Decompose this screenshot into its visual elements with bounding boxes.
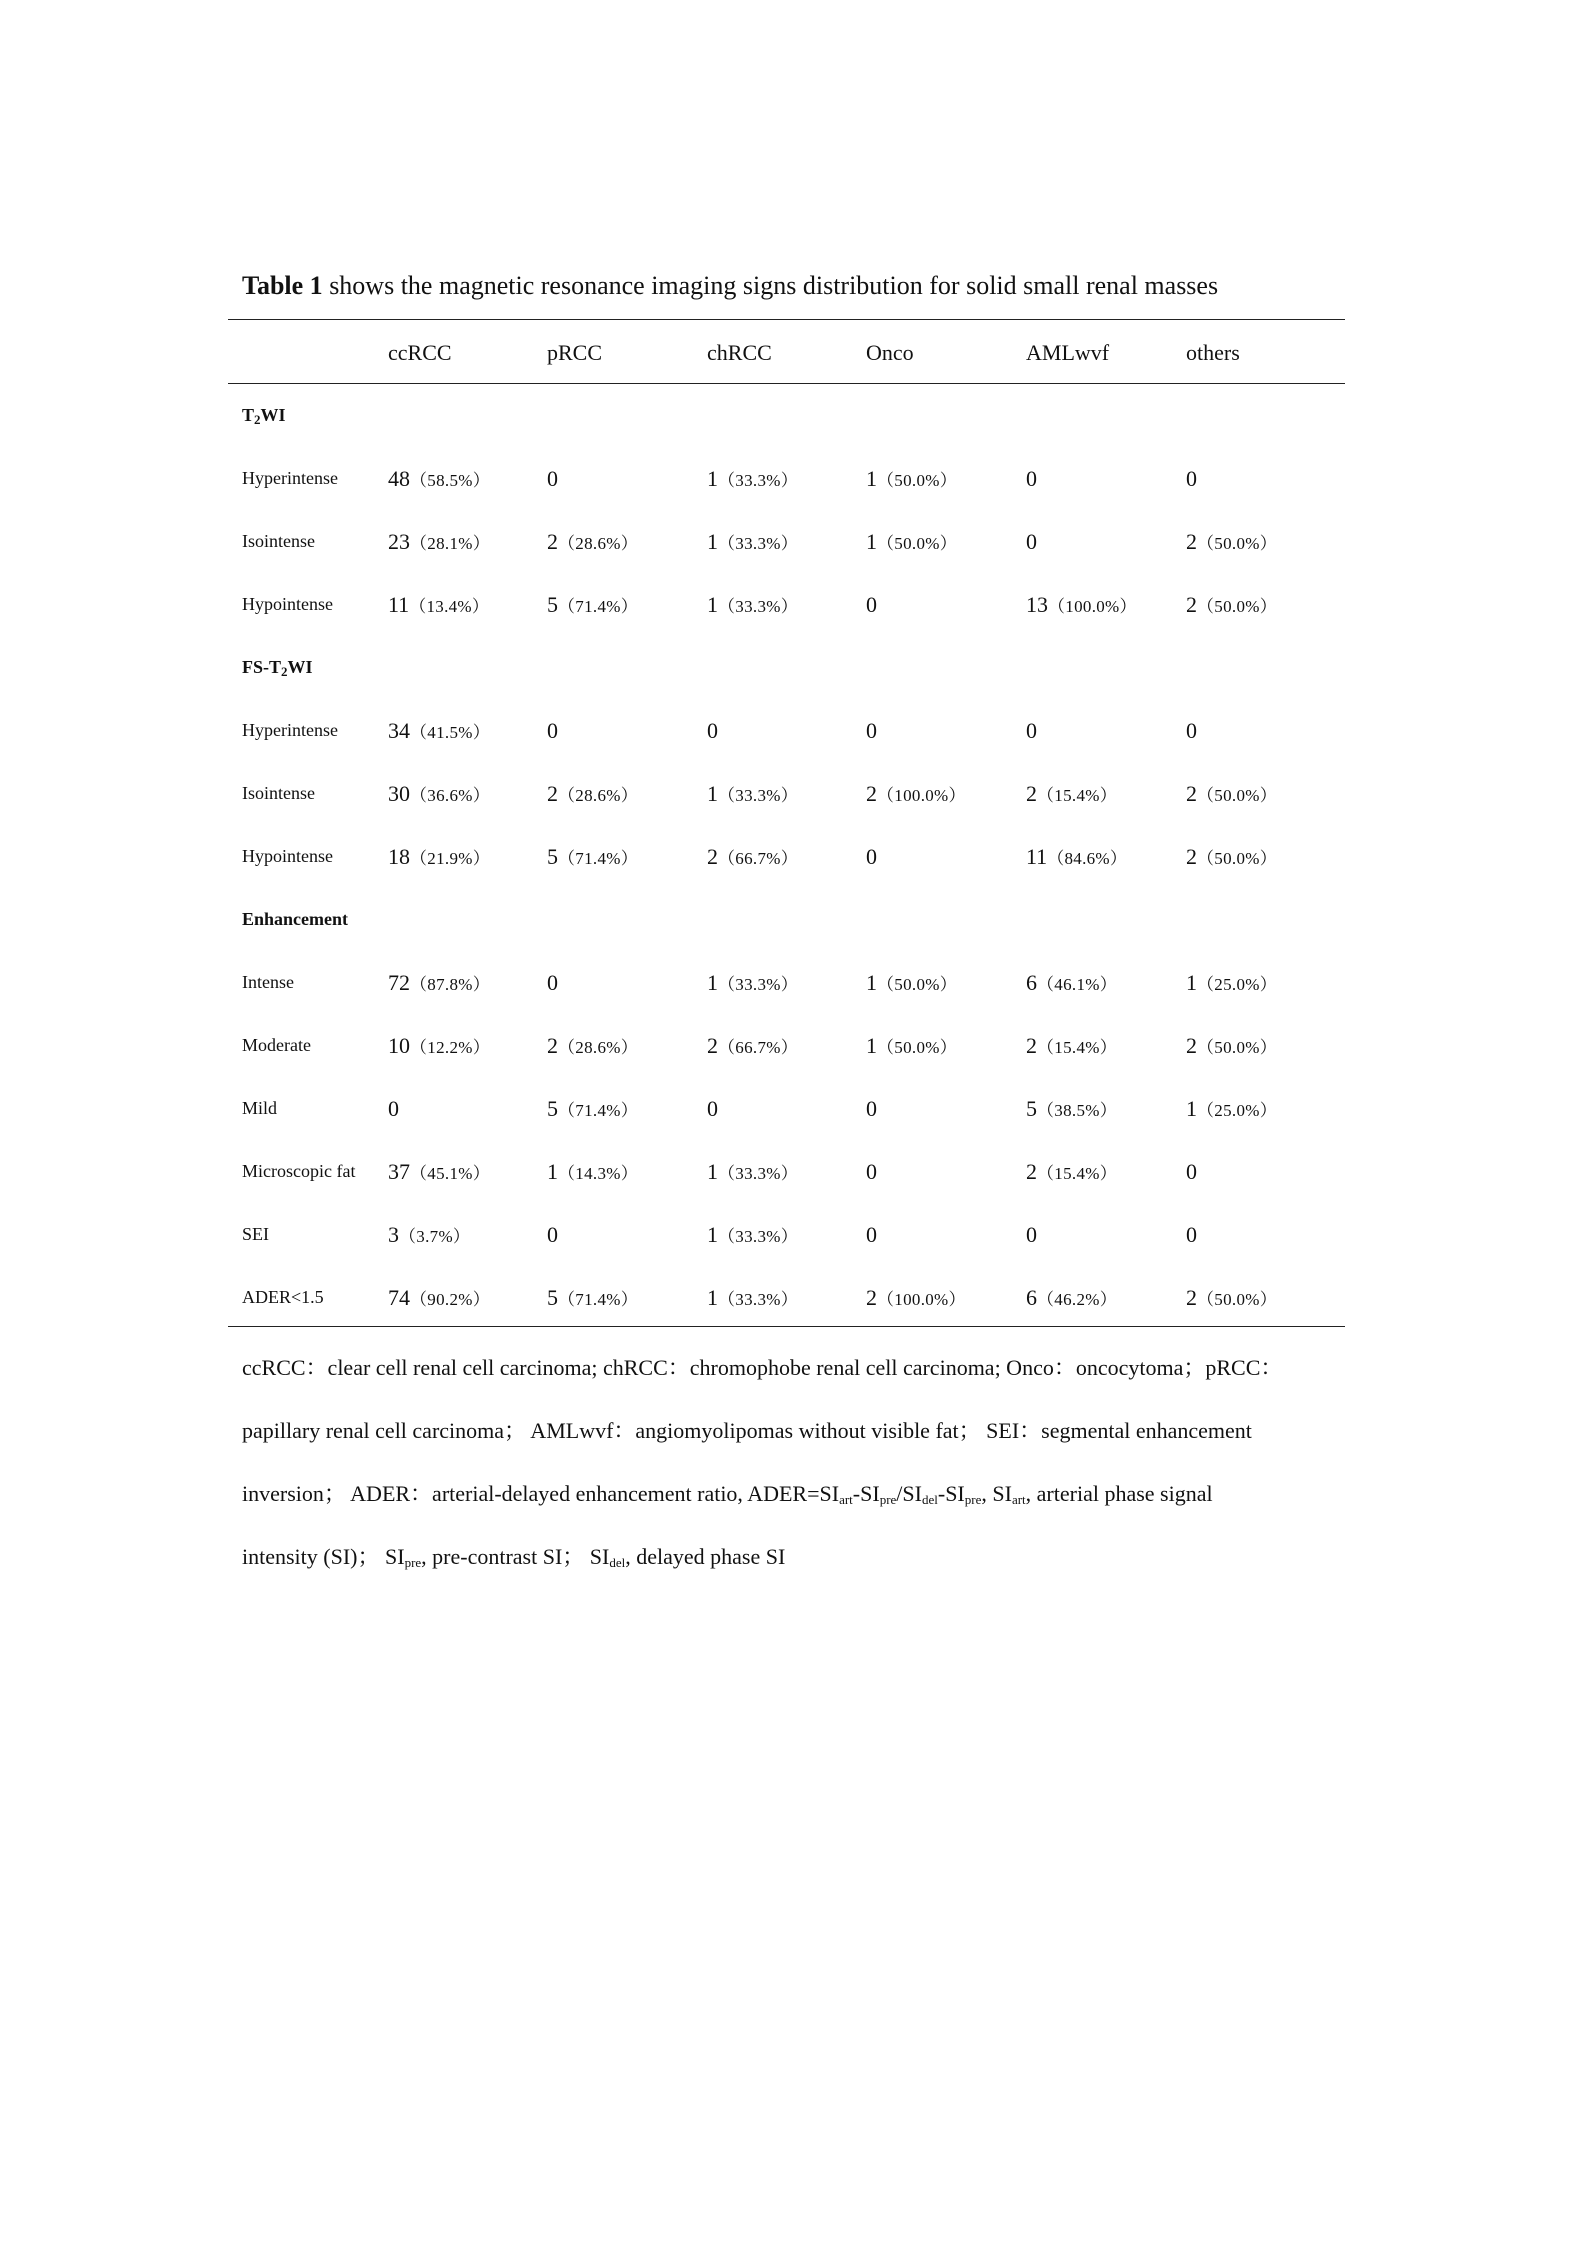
table-cell xyxy=(1026,1140,1186,1203)
cell-count: 2 xyxy=(1186,843,1197,869)
cell-count: 2 xyxy=(866,1284,877,1310)
cell-count: 2 xyxy=(1026,1158,1037,1184)
footnote-line: papillary renal cell carcinoma； AMLwvf：angiomyolipomas without visible fat； SEI：segmental enhancement xyxy=(242,1418,1252,1443)
table-cell xyxy=(707,447,866,510)
section-title: $T_2WI$ xyxy=(242,405,286,427)
cell-count: 6 xyxy=(1026,1284,1037,1310)
table-row xyxy=(228,762,1345,825)
cell-percent: （28.6%） xyxy=(558,785,639,805)
cell-percent: （50.0%） xyxy=(1197,533,1278,553)
cell-percent: （28.1%） xyxy=(410,533,491,553)
table-cell xyxy=(388,447,547,510)
table-cell xyxy=(388,1077,547,1140)
row-label: Hyperintense xyxy=(242,720,338,740)
cell-percent: （100.0%） xyxy=(877,1289,966,1309)
table-cell xyxy=(866,1077,1026,1140)
cell-count: 3 xyxy=(388,1221,399,1247)
cell-count: 1 xyxy=(547,1158,558,1184)
cell-count: 0 xyxy=(547,717,558,743)
table-cell xyxy=(1186,825,1345,888)
caption-text: shows the magnetic resonance imaging signs distribution for solid small renal masses xyxy=(322,271,1219,300)
cell-count: 2 xyxy=(547,528,558,554)
cell-percent: （41.5%） xyxy=(410,722,491,742)
table-cell xyxy=(1186,951,1345,1014)
cell-percent: （50.0%） xyxy=(1197,785,1278,805)
footnote-line: intensity (SI)； $SI_{pre}$, pre-contrast SI； $SI_{del}$, delayed phase SI xyxy=(242,1544,786,1570)
table-cell xyxy=(866,1140,1026,1203)
cell-count: 74 xyxy=(388,1284,410,1310)
cell-count: 0 xyxy=(866,1158,877,1184)
table-cell xyxy=(1026,1266,1186,1329)
cell-percent: （15.4%） xyxy=(1037,1037,1118,1057)
cell-percent: （33.3%） xyxy=(718,1163,799,1183)
table-cell xyxy=(1026,825,1186,888)
cell-percent: （12.2%） xyxy=(410,1037,491,1057)
row-label: Isointense xyxy=(242,783,315,803)
cell-percent: （38.5%） xyxy=(1037,1100,1118,1120)
cell-count: 0 xyxy=(1026,717,1037,743)
table-cell xyxy=(1186,447,1345,510)
section-title: Enhancement xyxy=(242,909,349,929)
table-cell xyxy=(1026,1077,1186,1140)
table-row xyxy=(228,1077,1345,1140)
cell-count: 0 xyxy=(866,1221,877,1247)
cell-count: 0 xyxy=(707,1095,718,1121)
cell-percent: （14.3%） xyxy=(558,1163,639,1183)
cell-count: 23 xyxy=(388,528,410,554)
cell-percent: （21.9%） xyxy=(410,848,491,868)
table-row xyxy=(228,825,1345,888)
cell-count: 1 xyxy=(1186,1095,1197,1121)
cell-percent: （58.5%） xyxy=(410,470,491,490)
cell-percent: （45.1%） xyxy=(410,1163,491,1183)
cell-percent: （71.4%） xyxy=(558,1100,639,1120)
footnote-line: ccRCC：clear cell renal cell carcinoma; chRCC：chromophobe renal cell carcinoma; Onco：oncocytoma；pRCC： xyxy=(242,1355,1283,1380)
cell-count: 1 xyxy=(707,1158,718,1184)
cell-percent: （33.3%） xyxy=(718,470,799,490)
table-cell xyxy=(388,762,547,825)
table-cell xyxy=(547,825,707,888)
cell-count: 48 xyxy=(388,465,410,491)
table-cell xyxy=(866,951,1026,1014)
cell-count: 13 xyxy=(1026,591,1048,617)
cell-count: 0 xyxy=(866,591,877,617)
cell-percent: （15.4%） xyxy=(1037,1163,1118,1183)
cell-percent: （33.3%） xyxy=(718,974,799,994)
table-cell xyxy=(1186,762,1345,825)
table-row xyxy=(228,510,1345,573)
cell-percent: （28.6%） xyxy=(558,533,639,553)
cell-percent: （71.4%） xyxy=(558,596,639,616)
cell-count: 37 xyxy=(388,1158,410,1184)
row-label: SEI xyxy=(242,1224,269,1244)
table-cell xyxy=(1186,699,1345,762)
table-cell xyxy=(547,1077,707,1140)
header-cell: Onco xyxy=(866,339,914,365)
cell-count: 1 xyxy=(866,528,877,554)
table-cell xyxy=(707,1014,866,1077)
table-cell xyxy=(1026,1014,1186,1077)
table-cell xyxy=(1026,447,1186,510)
header-row xyxy=(228,321,1345,384)
cell-count: 1 xyxy=(866,969,877,995)
section-title: $FS-T_2WI$ xyxy=(242,657,313,679)
footnote-line: inversion； ADER：arterial-delayed enhancement ratio, $ADER=SI_{art}-SI_{pre}/SI_{del}-SI_{pre}$, $SI_{art}$, arterial phase signal xyxy=(242,1481,1213,1507)
cell-count: 1 xyxy=(866,1032,877,1058)
table-cell xyxy=(388,951,547,1014)
cell-count: 5 xyxy=(547,1284,558,1310)
cell-count: 2 xyxy=(1186,780,1197,806)
table-row xyxy=(228,573,1345,636)
cell-count: 0 xyxy=(1026,528,1037,554)
cell-count: 0 xyxy=(866,1095,877,1121)
cell-percent: （50.0%） xyxy=(1197,1289,1278,1309)
table-cell xyxy=(547,510,707,573)
table-cell xyxy=(547,1203,707,1266)
table-cell xyxy=(1026,1203,1186,1266)
cell-count: 2 xyxy=(866,780,877,806)
table-cell xyxy=(1026,699,1186,762)
section-row xyxy=(228,888,1345,951)
row-label: Mild xyxy=(242,1098,278,1118)
cell-count: 2 xyxy=(1186,1284,1197,1310)
table-cell xyxy=(388,573,547,636)
table-cell xyxy=(707,951,866,1014)
row-label: Hypointense xyxy=(242,594,333,614)
table-row xyxy=(228,1140,1345,1203)
row-label: Hypointense xyxy=(242,846,333,866)
table-cell xyxy=(547,447,707,510)
table-cell xyxy=(547,699,707,762)
top-rule xyxy=(228,319,1345,320)
mri-signs-table xyxy=(228,321,1345,1329)
cell-percent: （50.0%） xyxy=(877,1037,958,1057)
row-label: Intense xyxy=(242,972,294,992)
header-cell: others xyxy=(1186,339,1240,365)
table-cell xyxy=(866,447,1026,510)
cell-count: 1 xyxy=(866,465,877,491)
cell-count: 0 xyxy=(1026,1221,1037,1247)
table-cell xyxy=(1186,573,1345,636)
cell-count: 5 xyxy=(547,1095,558,1121)
table-cell xyxy=(866,1014,1026,1077)
cell-percent: （33.3%） xyxy=(718,533,799,553)
cell-count: 10 xyxy=(388,1032,410,1058)
table-cell xyxy=(1186,1266,1345,1329)
table-cell xyxy=(866,573,1026,636)
table-cell xyxy=(707,762,866,825)
cell-count: 0 xyxy=(866,717,877,743)
cell-count: 2 xyxy=(1186,528,1197,554)
header-cell: chRCC xyxy=(707,339,772,365)
cell-percent: （33.3%） xyxy=(718,1289,799,1309)
cell-count: 5 xyxy=(547,591,558,617)
table-cell xyxy=(866,1203,1026,1266)
cell-percent: （50.0%） xyxy=(1197,848,1278,868)
table-cell xyxy=(547,951,707,1014)
cell-count: 0 xyxy=(1186,465,1197,491)
table-row xyxy=(228,1203,1345,1266)
cell-count: 2 xyxy=(1026,780,1037,806)
table-cell xyxy=(1026,510,1186,573)
table-caption xyxy=(242,266,1362,306)
cell-count: 0 xyxy=(866,843,877,869)
table-cell xyxy=(547,762,707,825)
table-cell xyxy=(707,1077,866,1140)
cell-percent: （87.8%） xyxy=(410,974,491,994)
table-body xyxy=(228,384,1345,1329)
cell-count: 2 xyxy=(1026,1032,1037,1058)
table-footnotes xyxy=(242,1336,1362,1588)
cell-percent: （25.0%） xyxy=(1197,974,1278,994)
cell-percent: （15.4%） xyxy=(1037,785,1118,805)
table-cell xyxy=(1026,951,1186,1014)
section-row xyxy=(228,636,1345,699)
cell-count: 2 xyxy=(707,843,718,869)
cell-percent: （84.6%） xyxy=(1047,848,1128,868)
cell-count: 11 xyxy=(1026,843,1048,869)
cell-percent: （33.3%） xyxy=(718,596,799,616)
table-cell xyxy=(1186,1203,1345,1266)
cell-count: 0 xyxy=(388,1095,399,1121)
cell-percent: （71.4%） xyxy=(558,848,639,868)
cell-percent: （71.4%） xyxy=(558,1289,639,1309)
table-cell xyxy=(866,825,1026,888)
table-cell xyxy=(866,699,1026,762)
cell-count: 11 xyxy=(388,591,410,617)
cell-count: 1 xyxy=(707,1284,718,1310)
cell-percent: （100.0%） xyxy=(877,785,966,805)
row-label: Microscopic fat xyxy=(242,1161,356,1181)
row-label: Isointense xyxy=(242,531,315,551)
cell-count: 0 xyxy=(707,717,718,743)
cell-count: 0 xyxy=(547,465,558,491)
table-cell xyxy=(388,1140,547,1203)
table-cell xyxy=(388,1203,547,1266)
header-cell: AMLwvf xyxy=(1026,339,1110,365)
table-cell xyxy=(707,825,866,888)
cell-count: 0 xyxy=(1186,717,1197,743)
table-cell xyxy=(547,1014,707,1077)
table-cell xyxy=(388,510,547,573)
table-row xyxy=(228,1014,1345,1077)
cell-percent: （3.7%） xyxy=(399,1226,471,1246)
cell-count: 1 xyxy=(707,528,718,554)
cell-count: 1 xyxy=(707,1221,718,1247)
table-cell xyxy=(547,1140,707,1203)
cell-percent: （33.3%） xyxy=(718,785,799,805)
cell-count: 2 xyxy=(1186,1032,1197,1058)
cell-count: 0 xyxy=(1186,1158,1197,1184)
cell-percent: （25.0%） xyxy=(1197,1100,1278,1120)
table-cell xyxy=(1186,1077,1345,1140)
cell-count: 2 xyxy=(707,1032,718,1058)
cell-percent: （66.7%） xyxy=(718,848,799,868)
cell-count: 2 xyxy=(547,1032,558,1058)
cell-percent: （50.0%） xyxy=(877,533,958,553)
cell-count: 72 xyxy=(388,969,410,995)
caption-bold: Table 1 xyxy=(242,271,323,300)
cell-percent: （28.6%） xyxy=(558,1037,639,1057)
table-cell xyxy=(707,699,866,762)
cell-count: 2 xyxy=(1186,591,1197,617)
cell-percent: （50.0%） xyxy=(877,470,958,490)
row-label: Hyperintense xyxy=(242,468,338,488)
section-row xyxy=(228,384,1345,447)
cell-count: 5 xyxy=(547,843,558,869)
table-row xyxy=(228,699,1345,762)
table-cell xyxy=(707,1140,866,1203)
table-cell xyxy=(866,762,1026,825)
cell-count: 1 xyxy=(1186,969,1197,995)
table-cell xyxy=(1026,573,1186,636)
table-cell xyxy=(707,1266,866,1329)
cell-count: 0 xyxy=(547,1221,558,1247)
cell-count: 1 xyxy=(707,780,718,806)
cell-count: 34 xyxy=(388,717,410,743)
table-cell xyxy=(547,573,707,636)
header-cell xyxy=(228,321,388,384)
table-cell xyxy=(1186,1014,1345,1077)
cell-count: 0 xyxy=(1186,1221,1197,1247)
cell-percent: （33.3%） xyxy=(718,1226,799,1246)
cell-count: 1 xyxy=(707,465,718,491)
cell-percent: （50.0%） xyxy=(1197,1037,1278,1057)
cell-percent: （50.0%） xyxy=(1197,596,1278,616)
table-row xyxy=(228,951,1345,1014)
table-cell xyxy=(1186,510,1345,573)
cell-count: 6 xyxy=(1026,969,1037,995)
row-label: ADER<1.5 xyxy=(242,1287,324,1307)
table-cell xyxy=(866,510,1026,573)
table-row xyxy=(228,1266,1345,1329)
cell-count: 18 xyxy=(388,843,410,869)
cell-count: 2 xyxy=(547,780,558,806)
table-row xyxy=(228,447,1345,510)
cell-count: 30 xyxy=(388,780,410,806)
cell-percent: （100.0%） xyxy=(1048,596,1137,616)
table-cell xyxy=(707,573,866,636)
table-cell xyxy=(1026,762,1186,825)
cell-count: 5 xyxy=(1026,1095,1037,1121)
table-cell xyxy=(707,1203,866,1266)
table-cell xyxy=(866,1266,1026,1329)
cell-percent: （46.2%） xyxy=(1037,1289,1118,1309)
cell-count: 0 xyxy=(1026,465,1037,491)
table-cell xyxy=(388,699,547,762)
header-cell: pRCC xyxy=(547,339,603,365)
table-cell xyxy=(1186,1140,1345,1203)
cell-percent: （50.0%） xyxy=(877,974,958,994)
table-cell xyxy=(707,510,866,573)
row-label: Moderate xyxy=(242,1035,311,1055)
table-cell xyxy=(388,825,547,888)
cell-count: 1 xyxy=(707,969,718,995)
cell-count: 1 xyxy=(707,591,718,617)
cell-percent: （13.4%） xyxy=(409,596,490,616)
cell-percent: （90.2%） xyxy=(410,1289,491,1309)
header-cell: ccRCC xyxy=(388,339,452,365)
cell-count: 0 xyxy=(547,969,558,995)
table-cell xyxy=(547,1266,707,1329)
table-cell xyxy=(388,1266,547,1329)
cell-percent: （36.6%） xyxy=(410,785,491,805)
cell-percent: （66.7%） xyxy=(718,1037,799,1057)
cell-percent: （46.1%） xyxy=(1037,974,1118,994)
table-cell xyxy=(388,1014,547,1077)
